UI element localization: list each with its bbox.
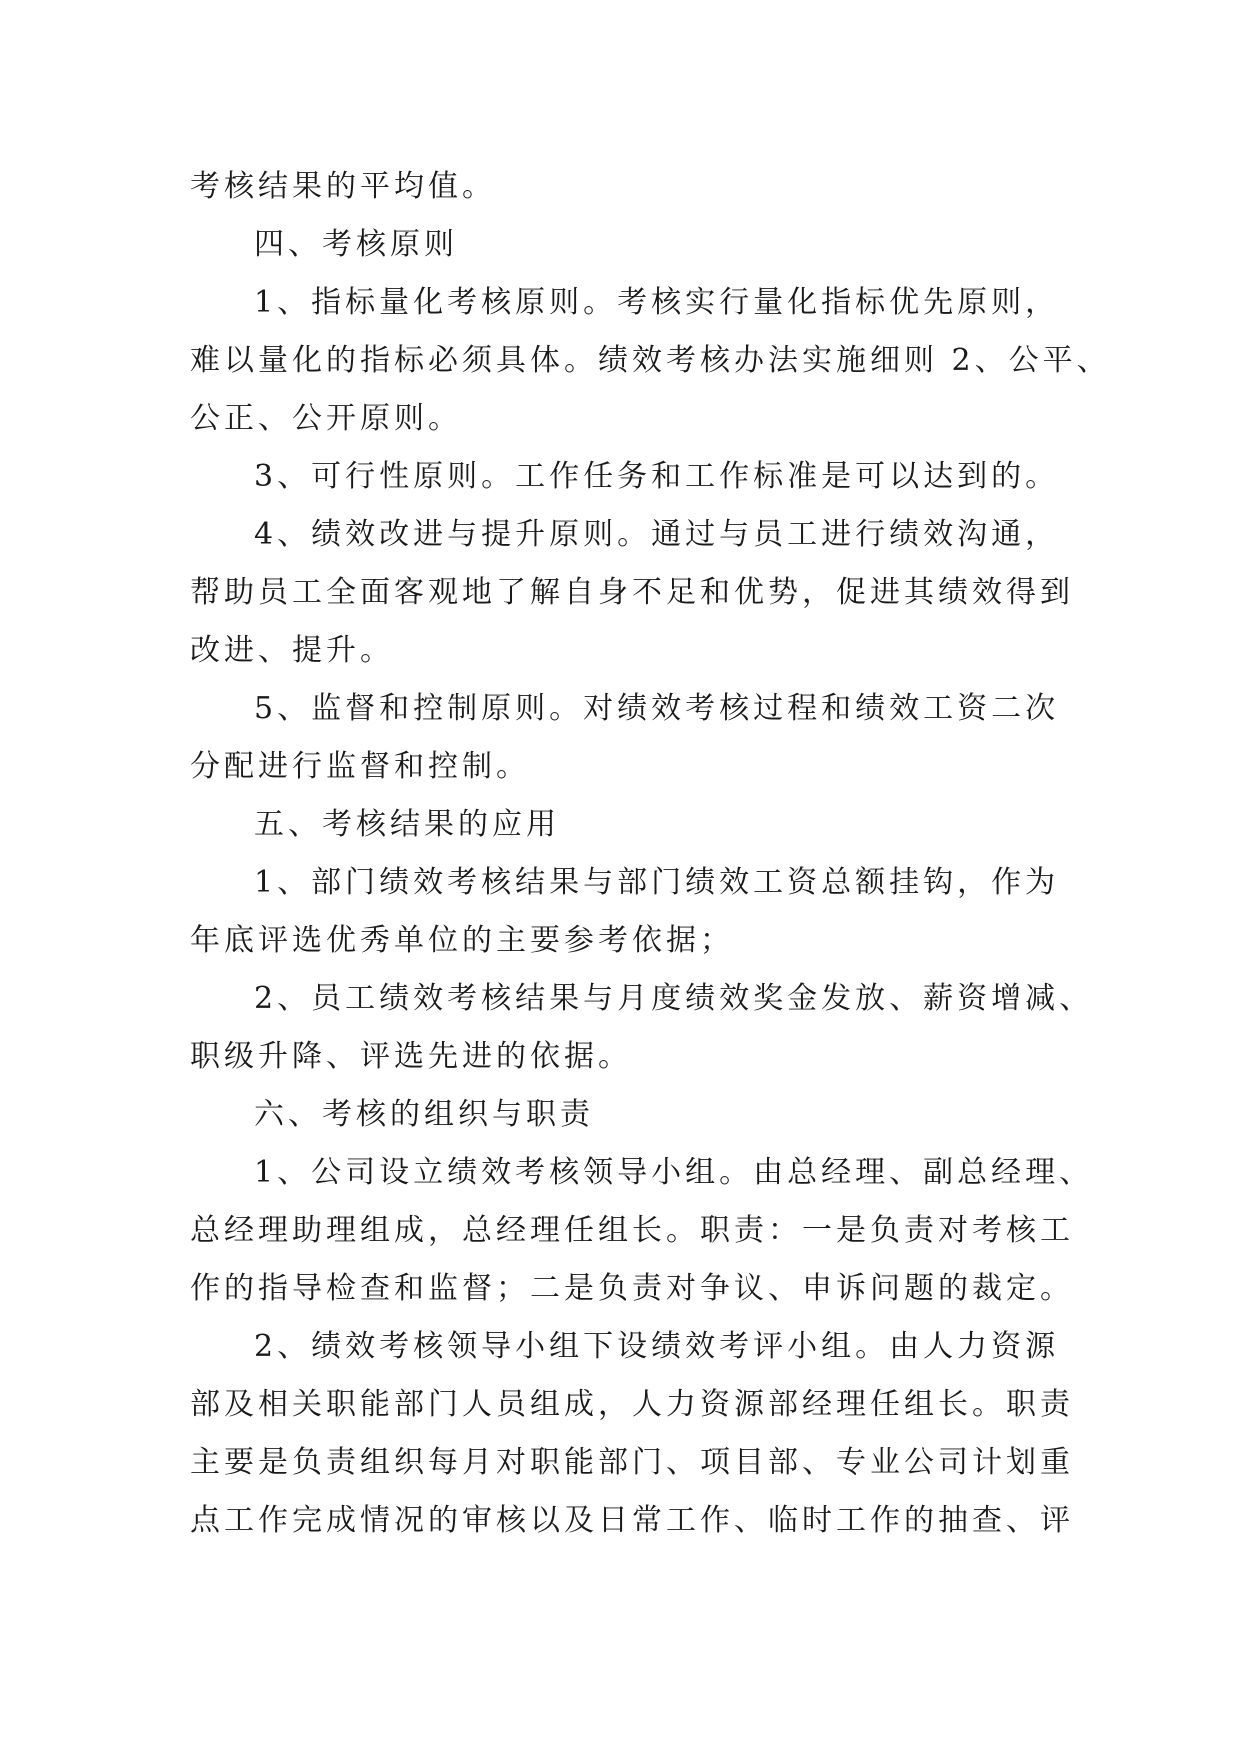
text-line: 改进、提升。 bbox=[190, 633, 394, 668]
text-line: 4、绩效改进与提升原则。通过与员工进行绩效沟通， bbox=[254, 517, 1060, 552]
text-line: 3、可行性原则。工作任务和工作标准是可以达到的。 bbox=[254, 459, 1060, 494]
text-line: 公正、公开原则。 bbox=[190, 401, 462, 436]
text-line: 帮助员工全面客观地了解自身不足和优势，促进其绩效得到 bbox=[190, 575, 1074, 610]
section-heading: 五、考核结果的应用 bbox=[254, 807, 560, 842]
text-line: 5、监督和控制原则。对绩效考核过程和绩效工资二次 bbox=[254, 691, 1060, 726]
text-line: 部及相关职能部门人员组成，人力资源部经理任组长。职责 bbox=[190, 1387, 1074, 1422]
text-line: 难以量化的指标必须具体。绩效考核办法实施细则 2、公平、 bbox=[190, 343, 1111, 378]
text-line: 点工作完成情况的审核以及日常工作、临时工作的抽查、评 bbox=[190, 1503, 1074, 1538]
text-line: 作的指导检查和监督；二是负责对争议、申诉问题的裁定。 bbox=[190, 1271, 1074, 1306]
text-line: 2、绩效考核领导小组下设绩效考评小组。由人力资源 bbox=[254, 1329, 1060, 1364]
text-line: 主要是负责组织每月对职能部门、项目部、专业公司计划重 bbox=[190, 1445, 1074, 1480]
text-line: 1、公司设立绩效考核领导小组。由总经理、副总经理、 bbox=[254, 1155, 1094, 1190]
section-heading: 六、考核的组织与职责 bbox=[254, 1097, 594, 1132]
text-line: 年底评选优秀单位的主要参考依据； bbox=[190, 923, 734, 958]
document-body bbox=[190, 158, 1111, 1550]
text-line: 职级升降、评选先进的依据。 bbox=[190, 1039, 632, 1074]
text-line: 1、部门绩效考核结果与部门绩效工资总额挂钩，作为 bbox=[254, 865, 1060, 900]
text-line: 1、指标量化考核原则。考核实行量化指标优先原则， bbox=[254, 285, 1060, 320]
text-line: 2、员工绩效考核结果与月度绩效奖金发放、薪资增减、 bbox=[254, 981, 1094, 1016]
text-line: 总经理助理组成，总经理任组长。职责：一是负责对考核工 bbox=[190, 1213, 1074, 1248]
text-line: 分配进行监督和控制。 bbox=[190, 749, 530, 784]
section-heading: 四、考核原则 bbox=[254, 227, 458, 262]
text-line: 考核结果的平均值。 bbox=[190, 169, 496, 204]
